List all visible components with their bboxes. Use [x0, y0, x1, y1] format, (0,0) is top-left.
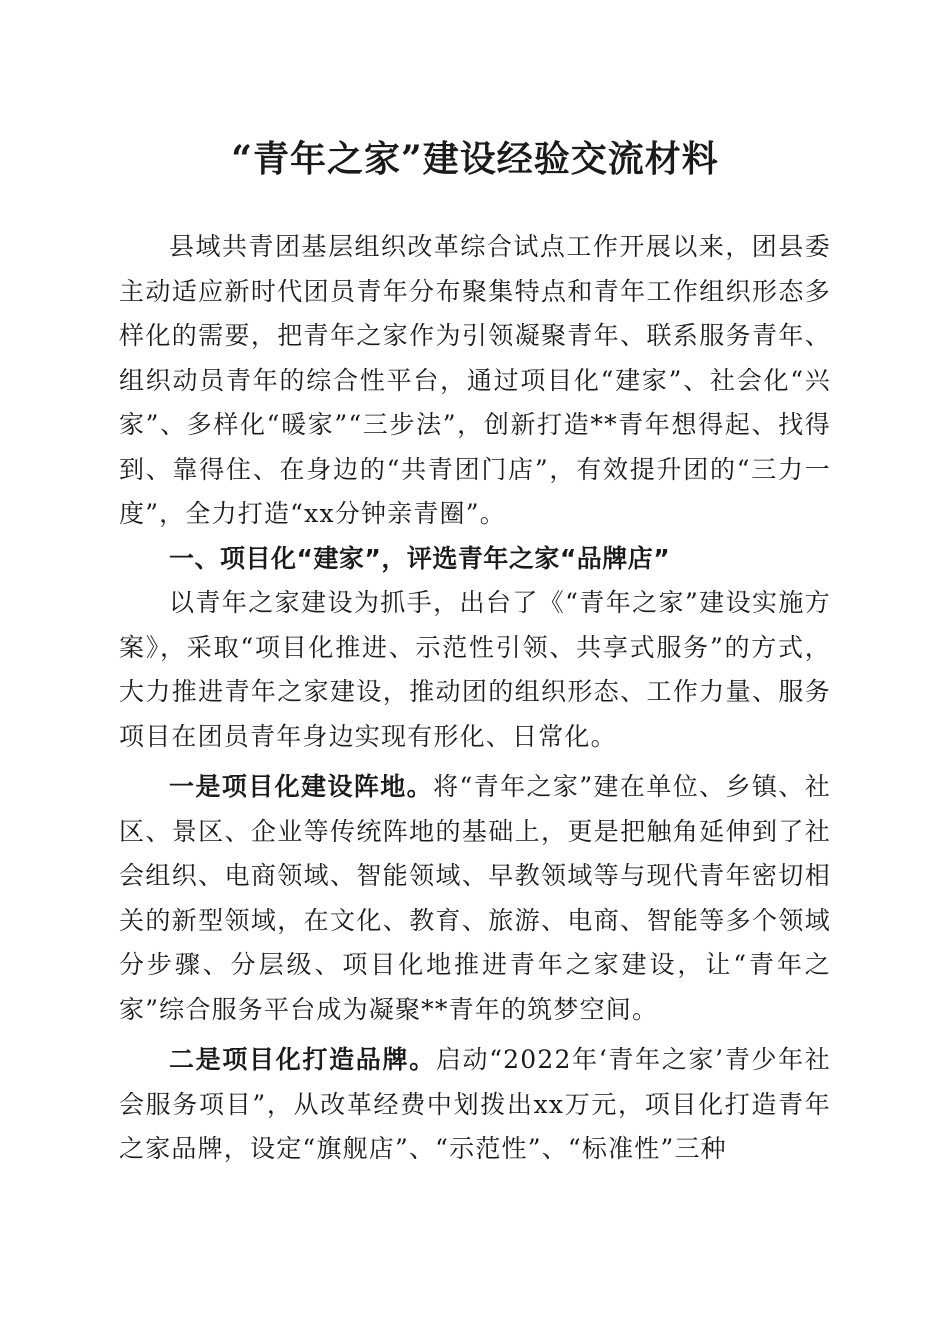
- section-1-paragraph: 以青年之家建设为抓手，出台了《“青年之家”建设实施方案》，采取“项目化推进、示范性引领、共享式服务”的方式，大力推进青年之家建设，推动团的组织形态、工作力量、服务项目在团员青年身边实现有形化、日常化。: [119, 588, 831, 751]
- point-1-paragraph: [119, 765, 831, 1032]
- point-1-lead: 一是项目化建设阵地。: [169, 772, 434, 801]
- document-body: [119, 225, 831, 1172]
- section-heading-1: 一、项目化“建家”，评选青年之家“品牌店”: [169, 543, 671, 573]
- intro-paragraph: 县域共青团基层组织改革综合试点工作开展以来，团县委主动适应新时代团员青年分布聚集特点和青年工作组织形态多样化的需要，把青年之家作为引领凝聚青年、联系服务青年、组织动员青年的综合性平台，通过项目化“建家”、社会化“兴家”、多样化“暖家”“三步法”，创新打造**青年想得起、找得到、靠得住、在身边的“共青团门店”，有效提升团的“三力一度”，全力打造“xx分钟亲青圈”。: [119, 232, 831, 528]
- point-2-lead: 二是项目化打造品牌。: [169, 1045, 436, 1074]
- point-2-text: 启动“2022年‘青年之家’青少年社会服务项目”，从改革经费中划拨出xx万元，项目化打造青年之家品牌，设定“旗舰店”、“示范性”、“标准性”三种: [119, 1045, 831, 1163]
- point-2-paragraph: [119, 1038, 831, 1172]
- document-title: “青年之家”建设经验交流材料: [231, 138, 719, 180]
- point-1-text: 将“青年之家”建在单位、乡镇、社区、景区、企业等传统阵地的基础上，更是把触角延伸到了社会组织、电商领域、智能领域、早教领域等与现代青年密切相关的新型领域，在文化、教育、旅游、电商、智能等多个领域分步骤、分层级、项目化地推进青年之家建设，让“青年之家”综合服务平台成为凝聚**青年的筑梦空间。: [119, 772, 831, 1024]
